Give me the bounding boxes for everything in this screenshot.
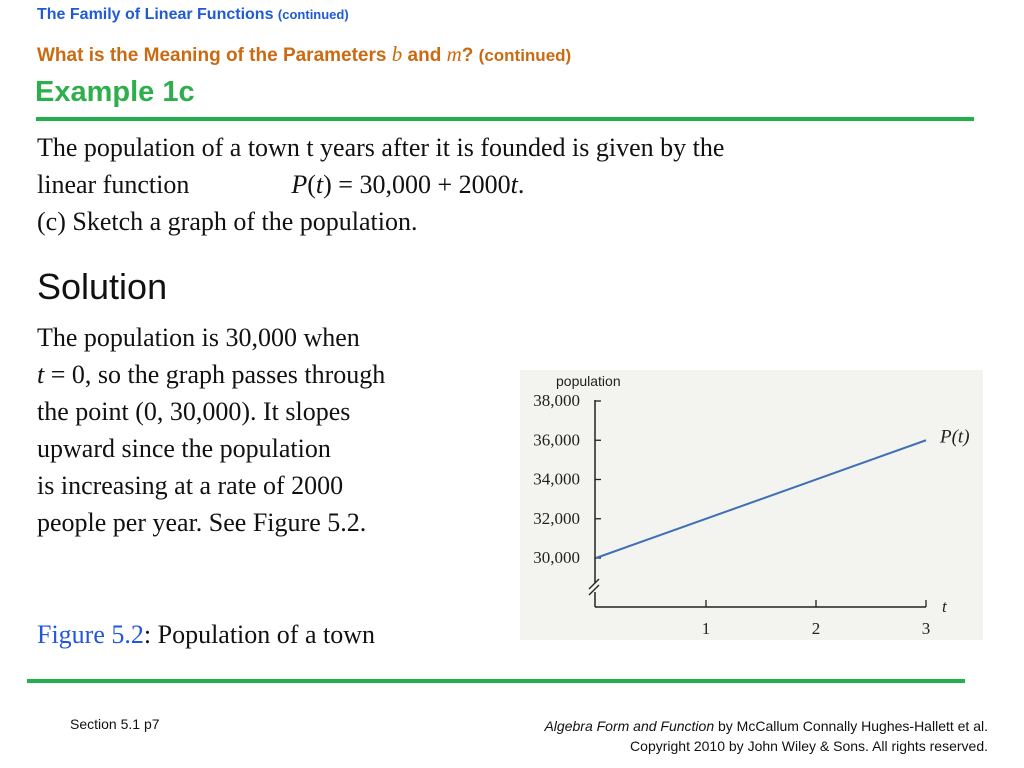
series-label: P(t) — [940, 426, 970, 448]
book-title: Algebra Form and Function — [544, 718, 715, 734]
axis-break-mark-2 — [589, 585, 599, 595]
y-tick-label: 38,000 — [533, 391, 580, 410]
function-paren: ( — [307, 170, 316, 199]
function-end: . — [517, 170, 525, 199]
subtitle-param-b: b — [391, 42, 403, 66]
solution-line-3: the point (0, 30,000). It slopes — [37, 397, 351, 426]
x-axis-label: t — [942, 597, 947, 616]
x-tick-label: 3 — [921, 619, 931, 638]
x-tick-label: 1 — [701, 619, 711, 638]
function-var-2: t — [510, 170, 518, 199]
subtitle-continued: (continued) — [478, 46, 572, 65]
slide-subtitle — [37, 42, 571, 67]
copyright-notice — [544, 716, 988, 756]
y-axis-label: population — [556, 373, 621, 389]
solution-line-2-text: = 0, so the graph passes through — [44, 360, 386, 389]
series-title-text: The Family of Linear Functions — [37, 6, 274, 23]
book-citation — [544, 716, 988, 736]
solution-line-2 — [37, 356, 385, 393]
problem-statement — [37, 129, 724, 240]
population-chart — [520, 370, 983, 640]
function-name: P — [291, 170, 308, 199]
x-tick-label: 2 — [811, 619, 821, 638]
figure-caption — [37, 620, 375, 650]
book-authors: by McCallum Connally Hughes-Hallett et al. — [714, 718, 988, 734]
y-tick-label: 34,000 — [533, 469, 580, 489]
top-divider — [36, 117, 974, 121]
problem-line-2 — [37, 166, 724, 203]
subtitle-text: What is the Meaning of the Parameters — [37, 45, 387, 66]
solution-line-6: people per year. See Figure 5.2. — [37, 508, 367, 537]
problem-line-2-text: linear function — [37, 170, 190, 199]
example-title: Example 1c — [35, 76, 195, 108]
figure-label: Figure 5.2 — [37, 620, 144, 649]
copyright-line: Copyright 2010 by John Wiley & Sons. All rights reserved. — [630, 738, 988, 754]
section-reference: Section 5.1 p7 — [70, 716, 160, 732]
series-title-continued: (continued) — [277, 7, 349, 22]
solution-heading: Solution — [37, 266, 168, 307]
solution-line-4: upward since the population — [37, 434, 331, 463]
series-title — [37, 6, 349, 24]
subtitle-question: ? — [461, 45, 474, 66]
population-graph — [520, 370, 983, 640]
solution-body — [37, 319, 385, 541]
subtitle-and: and — [407, 45, 442, 66]
bottom-divider — [27, 679, 965, 683]
y-tick-label: 32,000 — [533, 508, 580, 528]
y-tick-label: 36,000 — [533, 430, 580, 450]
problem-line-1: The population of a town t years after it is founded is given by the — [37, 133, 725, 162]
figure-caption-text: : Population of a town — [143, 620, 375, 649]
solution-var-t: t — [37, 360, 45, 389]
function-var: t — [315, 170, 324, 199]
solution-line-1: The population is 30,000 when — [37, 323, 360, 352]
axis-break-mark-1 — [589, 579, 599, 589]
series-line-p-of-t — [596, 440, 926, 558]
problem-line-3: (c) Sketch a graph of the population. — [37, 207, 418, 236]
subtitle-param-m: m — [446, 42, 462, 66]
y-tick-label: 30,000 — [533, 548, 580, 567]
solution-line-5: is increasing at a rate of 2000 — [37, 471, 344, 500]
function-body: ) = 30,000 + 2000 — [323, 170, 511, 199]
